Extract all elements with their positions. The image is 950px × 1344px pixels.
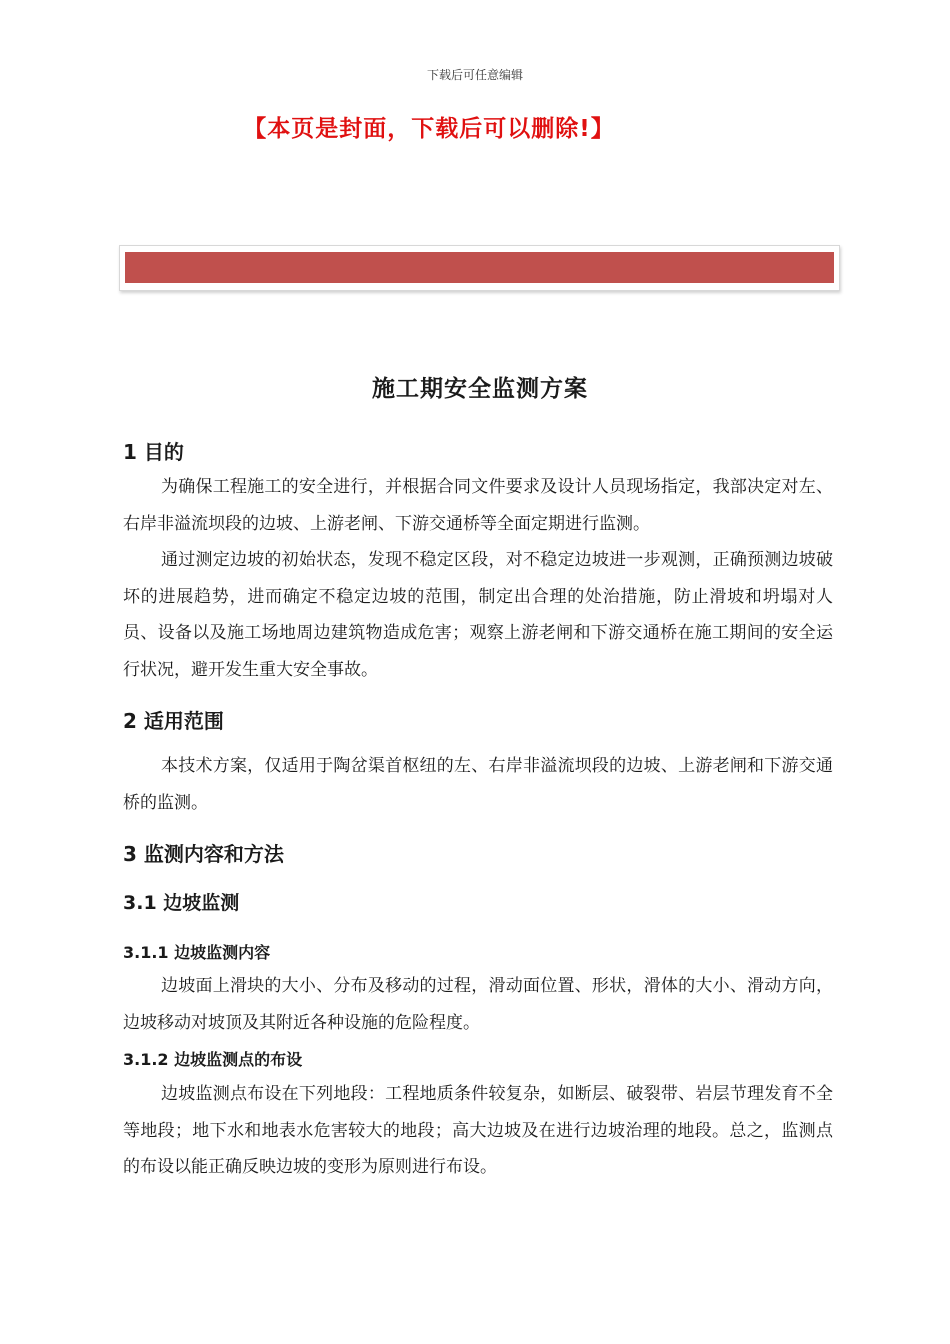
- decorative-banner: [119, 245, 840, 291]
- section-1-paragraph-1: 为确保工程施工的安全进行，并根据合同文件要求及设计人员现场指定，我部决定对左、右岸非溢流坝段的边坡、上游老闸、下游交通桥等全面定期进行监测。: [123, 477, 833, 534]
- section-3-1-heading: 3.1 边坡监测: [123, 892, 240, 914]
- section-1-heading: 1 目的: [123, 440, 184, 464]
- section-3-heading: 3 监测内容和方法: [123, 842, 284, 866]
- section-2-paragraph-1: 本技术方案，仅适用于陶岔渠首枢纽的左、右岸非溢流坝段的边坡、上游老闸和下游交通桥的监测。: [123, 756, 833, 813]
- cover-notice: 【本页是封面，下载后可以删除!】: [243, 116, 615, 142]
- section-3-1-1-heading: 3.1.1 边坡监测内容: [123, 943, 271, 962]
- section-1-paragraph-2: 通过测定边坡的初始状态，发现不稳定区段，对不稳定边坡进一步观测，正确预测边坡破坏的进展趋势，进而确定不稳定边坡的范围，制定出合理的处治措施，防止滑坡和坍塌对人员、设备以及施工场地周边建筑物造成危害；观察上游老闸和下游交通桥在施工期间的安全运行状况，避开发生重大安全事故。: [123, 550, 833, 680]
- document-title: 施工期安全监测方案: [372, 375, 588, 402]
- section-3-1-1-paragraph: 边坡面上滑块的大小、分布及移动的过程，滑动面位置、形状，滑体的大小、滑动方向，边坡移动对坡顶及其附近各种设施的危险程度。: [123, 976, 833, 1033]
- banner-bar: [125, 252, 834, 283]
- section-2-heading: 2 适用范围: [123, 709, 224, 733]
- page-header: 下载后可任意编辑: [426, 68, 523, 82]
- section-3-1-2-heading: 3.1.2 边坡监测点的布设: [123, 1050, 303, 1069]
- section-3-1-2-paragraph: 边坡监测点布设在下列地段：工程地质条件较复杂，如断层、破裂带、岩层节理发育不全等地段；地下水和地表水危害较大的地段；高大边坡及在进行边坡治理的地段。总之，监测点的布设以能正确反映边坡的变形为原则进行布设。: [123, 1084, 833, 1177]
